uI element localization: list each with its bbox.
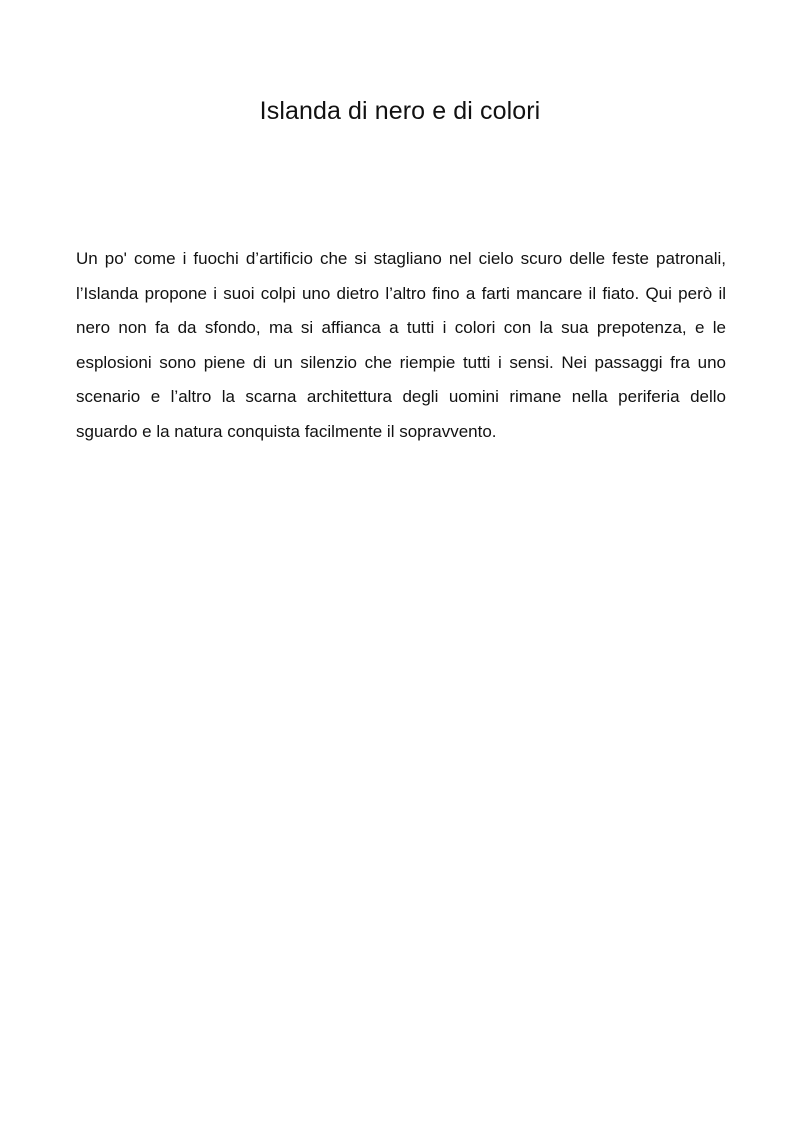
document-title: Islanda di nero e di colori: [259, 97, 541, 125]
body-paragraph: Un po' come i fuochi d’artificio che si stagliano nel cielo scuro delle feste patronali, l’Islanda propone i suoi colpi uno dietro l’altro fino a farti mancare il fiato. Qui però il nero non fa da sfondo, ma si affianca a tutti i colori con la sua prepotenza, e le esplosioni sono piene di un silenzio che riempie tutti i sensi. Nei passaggi fra uno scenario e l’altro la scarna architettura degli uomini rimane nella periferia dello sguardo e la natura conquista facilmente il sopravvento.: [76, 249, 726, 441]
